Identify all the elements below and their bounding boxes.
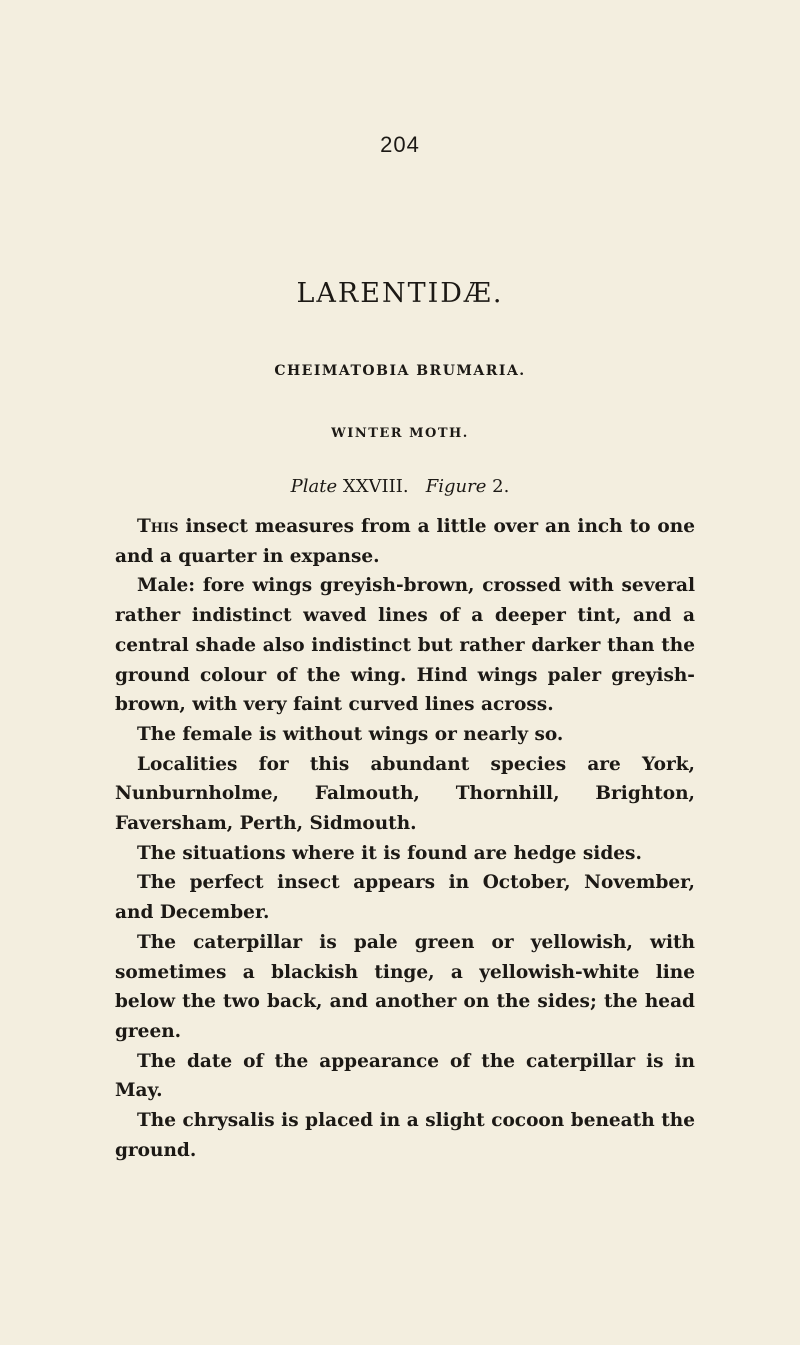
figure-label: Figure	[425, 476, 487, 497]
paragraph-text: insect measures from a little over an inch to one and a quarter in expanse.	[115, 516, 695, 567]
species-name: CHEIMATOBIA BRUMARIA.	[274, 363, 526, 379]
paragraph-caterpillar-date: The date of the appearance of the caterpillar is in May.	[115, 1050, 695, 1102]
paragraph-localities: Localities for this abundant species are York, Nunburnholme, Falmouth, Thornhill, Brighton, Faversham, Perth, Sidmouth.	[115, 753, 695, 835]
page-number: 204	[380, 132, 420, 157]
plate-label: Plate	[290, 476, 338, 497]
description-text	[115, 512, 695, 1165]
plate-number: XXVIII.	[342, 476, 409, 497]
paragraph-caterpillar: The caterpillar is pale green or yellowish, with sometimes a blackish tinge, a yellowish-white line below the two back, and another on the sides; the head green.	[115, 931, 695, 1042]
paragraph-chrysalis: The chrysalis is placed in a slight cocoon beneath the ground.	[115, 1110, 695, 1161]
paragraph-lead-word: This	[137, 516, 179, 537]
family-title: LARENTIDÆ.	[296, 278, 504, 309]
paragraph-size	[115, 512, 695, 571]
paragraph-situations: The situations where it is found are hedge sides.	[137, 842, 642, 864]
figure-number: 2.	[492, 476, 510, 497]
paragraph-female: The female is without wings or nearly so.	[137, 723, 564, 745]
common-name: WINTER MOTH.	[331, 426, 469, 441]
plate-reference	[0, 476, 800, 497]
paragraph-appearance: The perfect insect appears in October, November, and December.	[115, 872, 695, 924]
paragraph-male: Male: fore wings greyish-brown, crossed with several rather indistinct waved lines of a deeper tint, and a central shade also indistinct but rather darker than the ground colour of the wing. Hind wings paler greyish-brown, with very faint curved lines across.	[115, 575, 695, 716]
